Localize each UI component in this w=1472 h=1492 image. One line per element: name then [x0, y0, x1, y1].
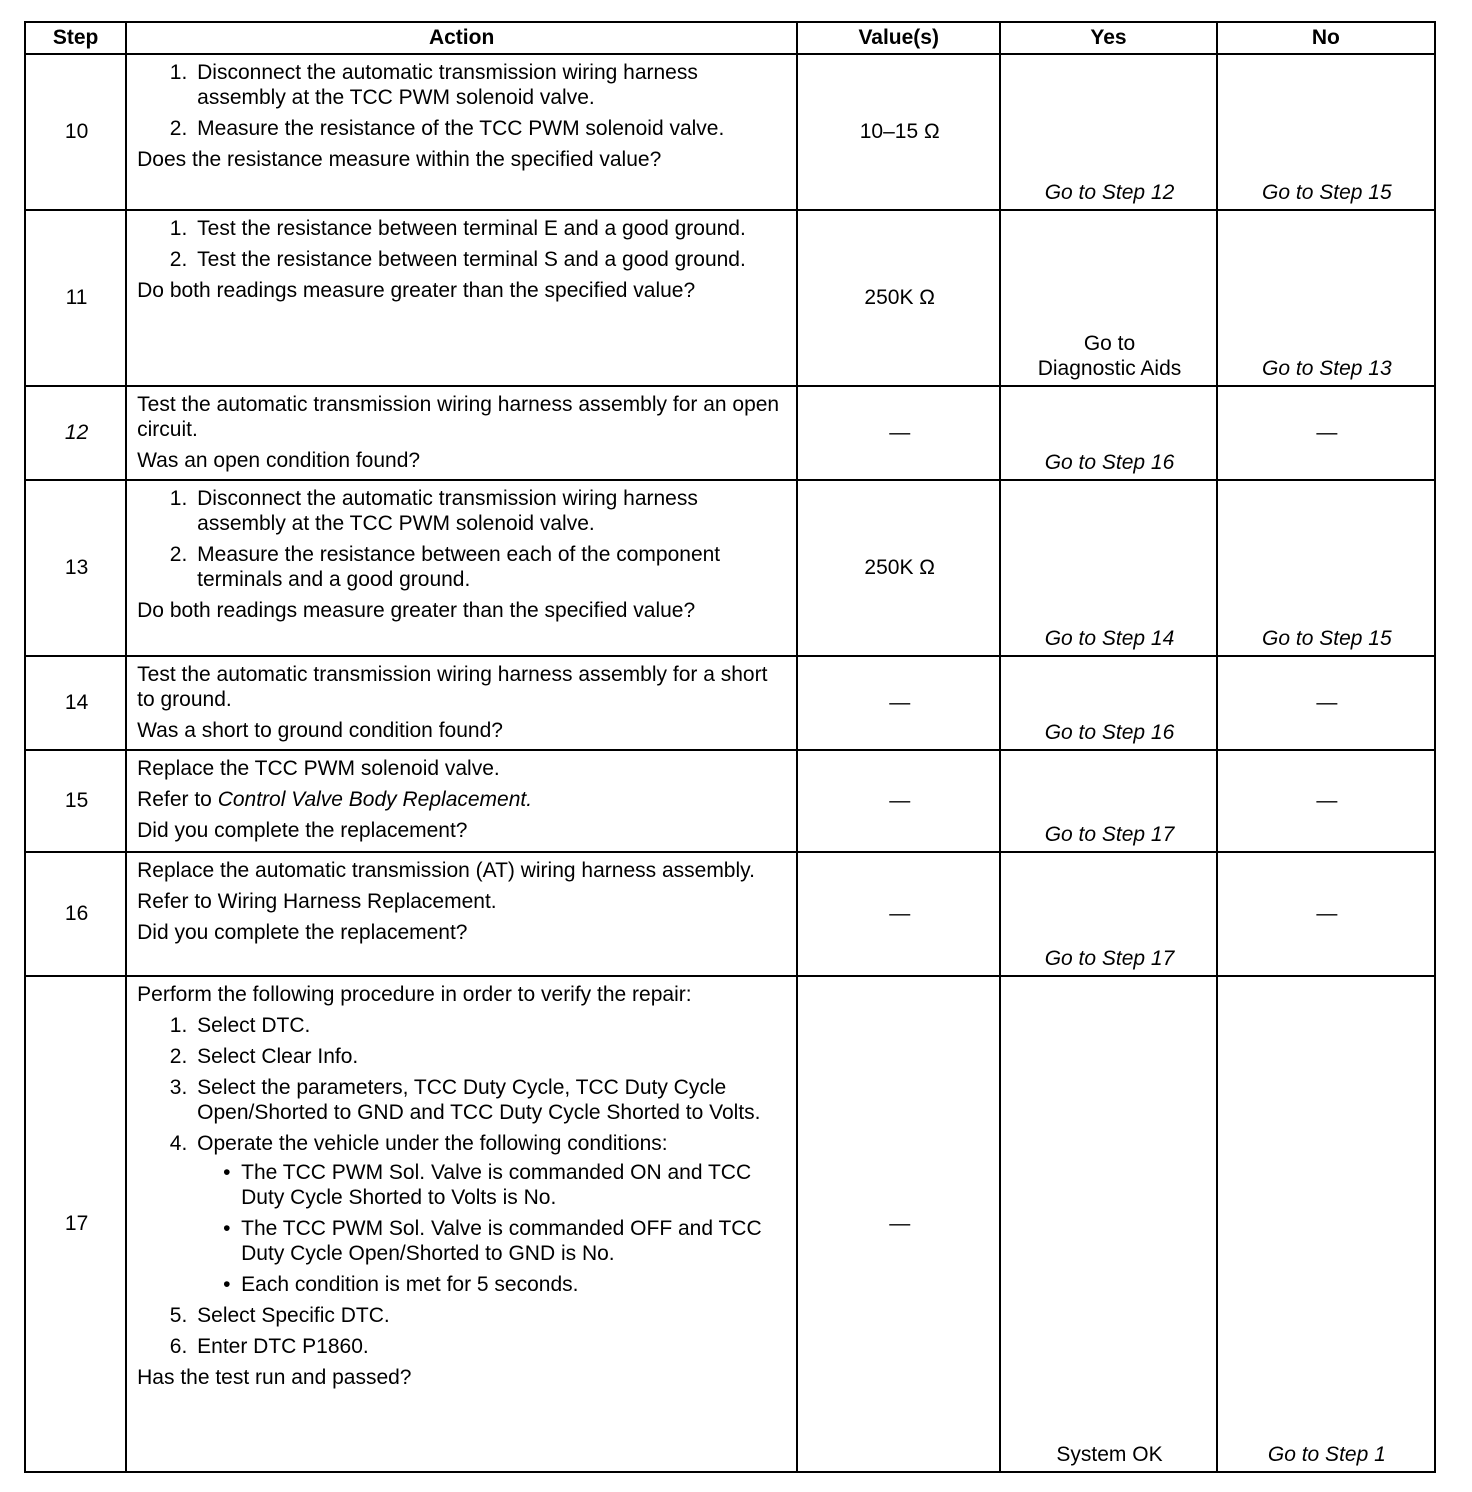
header-yes: Yes [1000, 22, 1216, 54]
refer-link[interactable]: Control Valve Body Replacement. [217, 788, 533, 811]
header-row [25, 22, 1435, 54]
action-step: 1. Select DTC. [193, 1013, 788, 1038]
condition-bullets [197, 1160, 788, 1297]
value-cell: — [797, 852, 1000, 976]
table-row [25, 480, 1435, 656]
yes-cell [1000, 210, 1216, 386]
header-action: Action [126, 22, 797, 54]
action-question: Did you complete the replacement? [137, 819, 468, 842]
action-steps [137, 60, 788, 141]
refer-line [137, 787, 788, 812]
action-question: Was an open condition found? [137, 449, 421, 472]
refer-line: Refer to Wiring Harness Replacement. [137, 890, 497, 913]
yes-cell: Go to Step 17 [1000, 750, 1216, 852]
yes-cell: Go to Step 16 [1000, 656, 1216, 750]
action-text: Test the automatic transmission wiring harness assembly for an open circuit. [137, 393, 780, 441]
table-row [25, 386, 1435, 480]
table-row [25, 656, 1435, 750]
table-row [25, 210, 1435, 386]
value-cell: — [797, 976, 1000, 1472]
step-number: 10 [25, 54, 126, 210]
yes-cell: Go to Step 14 [1000, 480, 1216, 656]
no-cell: — [1217, 750, 1435, 852]
action-step: 1. Disconnect the automatic transmission wiring harness assembly at the TCC PWM solenoid valve. [193, 60, 788, 110]
action-cell [126, 852, 797, 976]
value-cell: — [797, 656, 1000, 750]
condition-bullet: • The TCC PWM Sol. Valve is commanded OFF and TCC Duty Cycle Open/Shorted to GND is No. [223, 1216, 788, 1266]
value-cell: — [797, 386, 1000, 480]
no-cell: Go to Step 15 [1217, 54, 1435, 210]
value-cell: 250K Ω [797, 210, 1000, 386]
action-question: Do both readings measure greater than the specified value? [137, 599, 696, 622]
action-steps [137, 1013, 788, 1359]
action-text: Replace the automatic transmission (AT) wiring harness assembly. [137, 859, 755, 882]
action-step: 5. Select Specific DTC. [193, 1303, 788, 1328]
value-cell: 250K Ω [797, 480, 1000, 656]
action-cell [126, 480, 797, 656]
action-cell [126, 656, 797, 750]
header-step: Step [25, 22, 126, 54]
no-cell: — [1217, 852, 1435, 976]
no-cell: Go to Step 13 [1217, 210, 1435, 386]
no-cell: Go to Step 1 [1217, 976, 1435, 1472]
action-step: 2. Test the resistance between terminal S and a good ground. [193, 247, 788, 272]
action-text: Replace the TCC PWM solenoid valve. [137, 757, 500, 780]
table-row [25, 976, 1435, 1472]
action-question: Do both readings measure greater than the specified value? [137, 279, 696, 302]
condition-bullet: • Each condition is met for 5 seconds. [223, 1272, 788, 1297]
action-step: 3. Select the parameters, TCC Duty Cycle, TCC Duty Cycle Open/Shorted to GND and TCC Duty Cycle Shorted to Volts. [193, 1075, 788, 1125]
step-number: 17 [25, 976, 126, 1472]
action-question: Does the resistance measure within the specified value? [137, 148, 662, 171]
action-cell [126, 976, 797, 1472]
action-question: Was a short to ground condition found? [137, 719, 503, 742]
header-values: Value(s) [797, 22, 1000, 54]
header-no: No [1217, 22, 1435, 54]
value-cell: — [797, 750, 1000, 852]
refer-prefix: Refer to [137, 788, 218, 811]
no-cell: — [1217, 386, 1435, 480]
action-step-text: Operate the vehicle under the following conditions: [197, 1132, 668, 1155]
action-step: 2. Measure the resistance of the TCC PWM solenoid valve. [193, 116, 788, 141]
action-step [193, 1131, 788, 1297]
yes-cell: Go to Step 16 [1000, 386, 1216, 480]
step-number: 13 [25, 480, 126, 656]
action-cell [126, 54, 797, 210]
action-step: 2. Measure the resistance between each of the component terminals and a good ground. [193, 542, 788, 592]
condition-bullet: • The TCC PWM Sol. Valve is commanded ON and TCC Duty Cycle Shorted to Volts is No. [223, 1160, 788, 1210]
action-cell [126, 750, 797, 852]
no-cell: Go to Step 15 [1217, 480, 1435, 656]
action-steps [137, 216, 788, 272]
step-number: 16 [25, 852, 126, 976]
action-intro: Perform the following procedure in order to verify the repair: [137, 983, 692, 1006]
step-number: 15 [25, 750, 126, 852]
yes-cell: System OK [1000, 976, 1216, 1472]
value-cell: 10–15 Ω [797, 54, 1000, 210]
table-row [25, 750, 1435, 852]
step-number: 11 [25, 210, 126, 386]
action-step: 2. Select Clear Info. [193, 1044, 788, 1069]
action-cell [126, 386, 797, 480]
action-question: Has the test run and passed? [137, 1366, 412, 1389]
yes-cell: Go to Step 17 [1000, 852, 1216, 976]
step-number: 12 [25, 386, 126, 480]
yes-cell: Go to Step 12 [1000, 54, 1216, 210]
yes-text: Go to Diagnostic Aids [1037, 332, 1182, 380]
step-number: 14 [25, 656, 126, 750]
action-cell [126, 210, 797, 386]
action-step: 1. Test the resistance between terminal E and a good ground. [193, 216, 788, 241]
table-row [25, 852, 1435, 976]
action-step: 6. Enter DTC P1860. [193, 1334, 788, 1359]
no-cell: — [1217, 656, 1435, 750]
action-text: Test the automatic transmission wiring harness assembly for a short to ground. [137, 663, 768, 711]
action-question: Did you complete the replacement? [137, 921, 468, 944]
action-step: 1. Disconnect the automatic transmission wiring harness assembly at the TCC PWM solenoid valve. [193, 486, 788, 536]
diagnostic-table [24, 21, 1436, 1473]
table-row [25, 54, 1435, 210]
action-steps [137, 486, 788, 592]
